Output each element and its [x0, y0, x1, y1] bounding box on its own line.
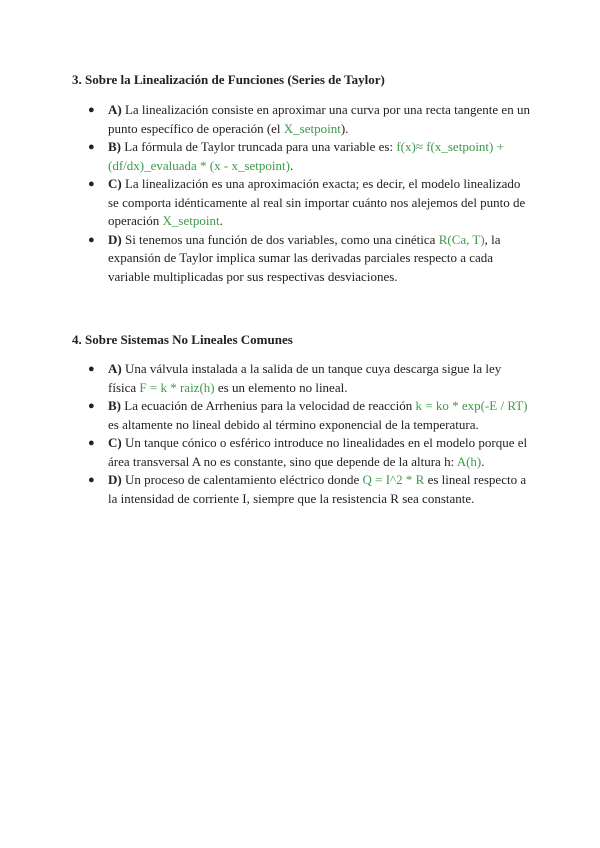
item-text: La fórmula de Taylor truncada para una variable es:	[121, 139, 397, 154]
list-item	[72, 101, 532, 138]
item-text: Una válvula instalada a la salida de un tanque cuya descarga sigue la ley física	[108, 361, 502, 395]
bullet-icon: ●	[88, 104, 95, 116]
item-highlight: F = k * raiz(h)	[139, 379, 215, 395]
item-label: C)	[108, 176, 122, 191]
list-item	[72, 397, 532, 434]
item-highlight: A(h)	[456, 453, 482, 469]
bullet-icon: ●	[88, 141, 95, 153]
item-text-end: .	[481, 453, 485, 469]
bullet-icon: ●	[88, 178, 95, 190]
item-text-end: .	[289, 157, 294, 173]
section-4-list	[72, 360, 532, 508]
list-item	[72, 175, 532, 231]
item-text-end: es lineal respecto a la intensidad de corriente I, siempre que la resistencia R sea constante.	[108, 472, 527, 506]
item-highlight: X_setpoint	[162, 213, 220, 228]
item-text-end: , la expansión de Taylor implica sumar las derivadas parciales respecto a cada variable multiplicadas por sus respectivas desviaciones.	[108, 231, 501, 284]
list-item	[72, 231, 532, 287]
item-text: La ecuación de Arrhenius para la velocidad de reacción	[121, 398, 416, 413]
item-label: D)	[108, 472, 122, 487]
item-text-end: .	[219, 213, 223, 228]
item-text: La linealización es una aproximación exacta; es decir, el modelo linealizado se comporta idénticamente al real sin importar cuánto nos alejemos del punto de operación	[108, 176, 526, 228]
item-text: Si tenemos una función de dos variables, como una cinética	[121, 231, 439, 247]
item-text: La linealización consiste en aproximar una curva por una recta tangente en un punto específico de operación (el	[108, 102, 530, 136]
item-highlight: R(Ca, T)	[438, 231, 485, 247]
list-item	[72, 434, 532, 471]
item-highlight: X_setpoint	[283, 120, 341, 136]
item-highlight: f(x)≈ f(x_setpoint) + (df/dx)_evaluada * (x - x_setpoint)	[108, 139, 504, 173]
item-label: B)	[108, 398, 121, 413]
item-text-end: ).	[340, 120, 349, 136]
bullet-icon: ●	[88, 233, 95, 246]
bullet-icon: ●	[88, 474, 95, 486]
item-text-end: es un elemento no lineal.	[214, 379, 348, 395]
section-3-list	[72, 101, 532, 286]
list-item	[72, 471, 532, 508]
bullet-icon: ●	[88, 363, 95, 375]
section-4-title: 4. Sobre Sistemas No Lineales Comunes	[72, 332, 293, 347]
bullet-icon: ●	[88, 400, 95, 412]
section-3-title: 3. Sobre la Linealización de Funciones (Series de Taylor)	[72, 72, 385, 87]
bullet-icon: ●	[88, 437, 95, 449]
item-text: Un proceso de calentamiento eléctrico donde	[121, 472, 363, 487]
item-label: C)	[108, 435, 122, 450]
item-highlight: Q = I^2 * R	[362, 472, 425, 487]
list-item	[72, 360, 532, 397]
list-item	[72, 138, 532, 175]
item-text-end: es altamente no lineal debido al término exponencial de la temperatura.	[108, 416, 479, 432]
item-highlight: k = ko * exp(-E / RT)	[415, 398, 528, 413]
item-text: Un tanque cónico o esférico introduce no linealidades en el modelo porque el área transversal A no es constante, sino que depende de la altura h:	[108, 435, 528, 469]
item-label: D)	[108, 231, 122, 247]
item-label: A)	[108, 102, 122, 117]
item-label: B)	[108, 139, 121, 154]
item-label: A)	[108, 361, 122, 376]
